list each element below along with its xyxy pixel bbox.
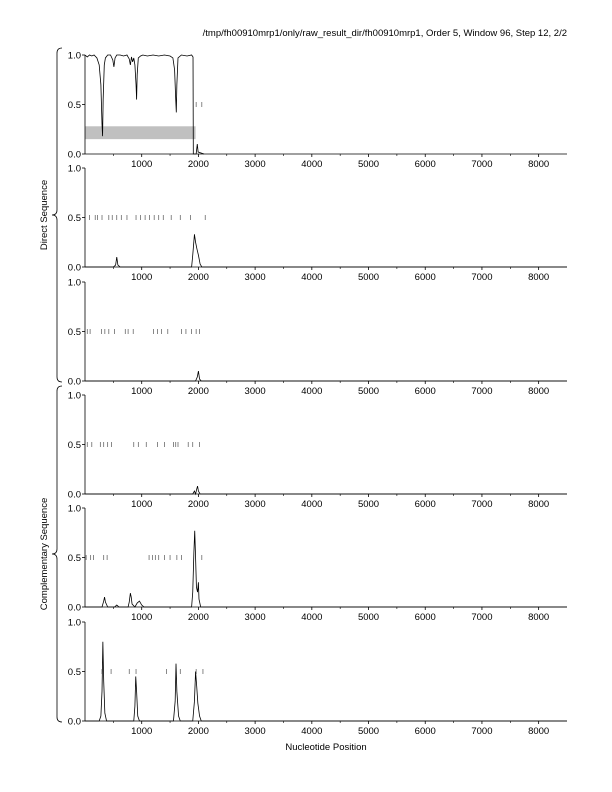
x-tick-label: 3000: [244, 499, 266, 510]
chart-title: /tmp/fh00910mrp1/only/raw_result_dir/fh00910mrp1, Order 5, Window 96, Step 12, 2/2: [202, 28, 567, 39]
x-tick-label: 2000: [187, 159, 209, 170]
highlight-band: [85, 126, 196, 139]
x-tick-label: 3000: [244, 159, 266, 170]
y-tick-label: 1.0: [67, 50, 81, 62]
y-tick-label: 0.0: [67, 376, 81, 388]
y-tick-label: 0.5: [67, 667, 81, 678]
complementary-sequence-label: Complementary Sequence: [39, 497, 50, 611]
x-tick-label: 3000: [244, 726, 266, 737]
direct-sequence-label: Direct Sequence: [39, 179, 50, 251]
y-tick-label: 0.5: [67, 213, 81, 224]
x-tick-label: 4000: [301, 726, 323, 737]
data-line: [85, 531, 567, 607]
x-tick-label: 7000: [471, 499, 493, 510]
data-line: [85, 234, 567, 267]
y-tick-label: 1.0: [67, 163, 81, 175]
x-axis-title: Nucleotide Position: [285, 742, 367, 753]
panel-4: [68, 391, 567, 511]
x-tick-label: 8000: [528, 612, 550, 623]
y-tick-label: 1.0: [67, 617, 81, 629]
x-tick-label: 5000: [357, 272, 380, 283]
x-tick-label: 6000: [414, 159, 436, 170]
data-line: [85, 486, 567, 494]
x-tick-label: 4000: [301, 612, 323, 623]
x-tick-label: 5000: [357, 726, 380, 737]
y-tick-label: 0.5: [67, 440, 81, 451]
x-tick-label: 6000: [414, 386, 436, 397]
y-tick-label: 0.5: [67, 100, 81, 111]
x-tick-label: 4000: [301, 386, 323, 397]
x-tick-label: 1000: [131, 272, 153, 283]
y-tick-label: 0.0: [67, 602, 81, 614]
y-tick-label: 0.0: [67, 149, 81, 161]
x-tick-label: 1000: [131, 159, 153, 170]
y-tick-label: 0.0: [67, 489, 81, 501]
x-tick-label: 8000: [528, 499, 550, 510]
x-tick-label: 5000: [357, 499, 380, 510]
x-tick-label: 7000: [471, 726, 493, 737]
x-tick-label: 5000: [357, 159, 380, 170]
x-tick-label: 4000: [301, 499, 323, 510]
x-tick-label: 7000: [471, 386, 493, 397]
panel-1: [68, 51, 567, 171]
x-tick-label: 7000: [471, 612, 493, 623]
y-tick-label: 1.0: [67, 503, 81, 515]
data-line: [85, 371, 567, 381]
x-tick-label: 7000: [471, 159, 493, 170]
x-tick-label: 6000: [414, 499, 436, 510]
x-tick-label: 3000: [244, 386, 266, 397]
panel-3: [68, 278, 567, 398]
x-tick-label: 4000: [301, 272, 323, 283]
x-tick-label: 2000: [187, 726, 209, 737]
x-tick-label: 4000: [301, 159, 323, 170]
x-tick-label: 1000: [131, 612, 153, 623]
data-line: [85, 642, 567, 721]
y-tick-label: 0.0: [67, 716, 81, 728]
x-tick-label: 1000: [131, 386, 153, 397]
y-tick-label: 0.0: [67, 262, 81, 274]
x-tick-label: 5000: [357, 386, 380, 397]
x-tick-label: 6000: [414, 612, 436, 623]
x-tick-label: 3000: [244, 272, 266, 283]
panel-6: [68, 618, 567, 738]
y-tick-label: 0.5: [67, 553, 81, 564]
panels-group: [68, 51, 567, 738]
y-tick-label: 0.5: [67, 327, 81, 338]
x-tick-label: 2000: [187, 386, 209, 397]
x-tick-label: 8000: [528, 386, 550, 397]
x-tick-label: 1000: [131, 726, 153, 737]
x-tick-label: 2000: [187, 499, 209, 510]
x-tick-label: 8000: [528, 272, 550, 283]
x-tick-label: 6000: [414, 272, 436, 283]
panel-2: [68, 164, 567, 284]
x-tick-label: 6000: [414, 726, 436, 737]
x-tick-label: 5000: [357, 612, 380, 623]
group-brackets: [39, 48, 62, 722]
complementary-sequence-bracket: [52, 386, 62, 722]
x-tick-label: 1000: [131, 499, 153, 510]
y-tick-label: 1.0: [67, 277, 81, 289]
x-tick-label: 2000: [187, 612, 209, 623]
x-tick-label: 3000: [244, 612, 266, 623]
y-tick-label: 1.0: [67, 390, 81, 402]
panel-5: [68, 504, 567, 624]
direct-sequence-bracket: [52, 48, 62, 382]
x-tick-label: 7000: [471, 272, 493, 283]
x-tick-label: 2000: [187, 272, 209, 283]
x-tick-label: 8000: [528, 726, 550, 737]
x-tick-label: 8000: [528, 159, 550, 170]
